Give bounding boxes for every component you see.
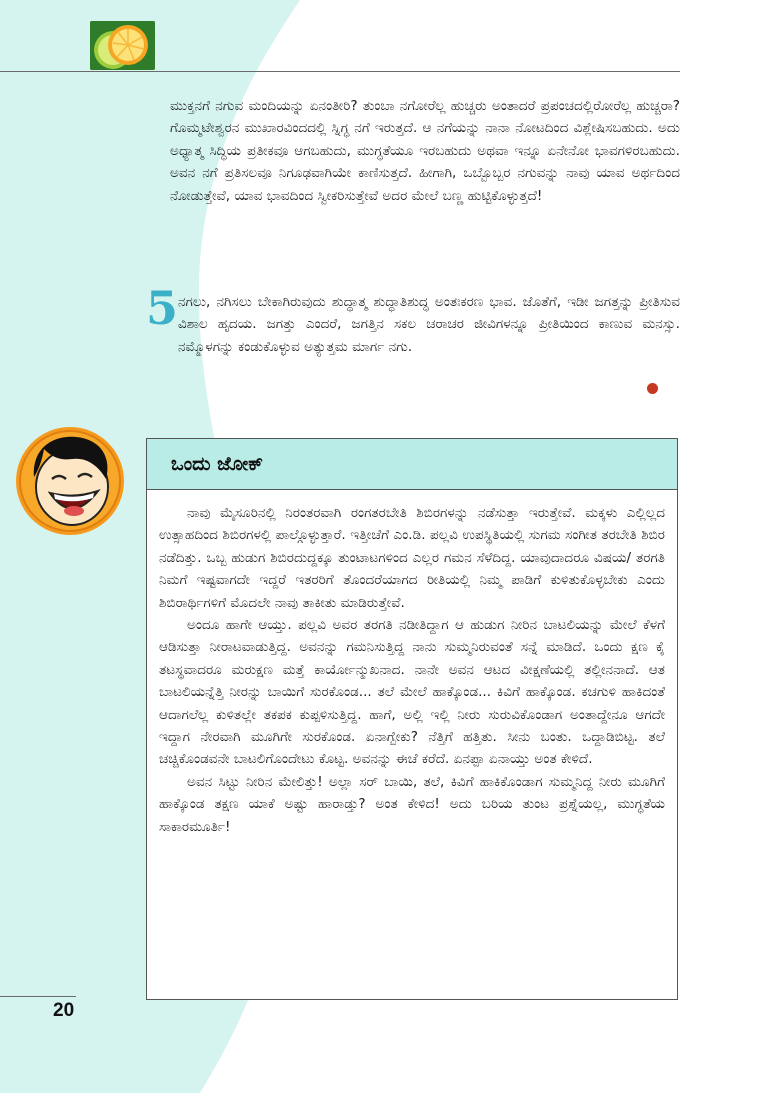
red-dot-icon	[647, 383, 658, 394]
page-number: 20	[53, 1000, 75, 1021]
joke-paragraph: ಅವನ ಸಿಟ್ಟು ನೀರಿನ ಮೇಲಿತ್ತು! ಅಲ್ಲಾ ಸರ್ ಬಾಯಿ, ತಲೆ, ಕಿವಿಗೆ ಹಾಕಿಕೊಂಡಾಗ ಸುಮ್ಮನಿದ್ದ ನೀರು ಮೂಗಿಗೆ ಹಾಕ್ಕೊಂಡ ತಕ್ಷಣ ಯಾಕೆ ಅಷ್ಟು ಹಾರಾಡ್ತು? ಅಂತ ಕೇಳಿದ! ಅದು ಬರಿಯ ತುಂಟ ಪ್ರಶ್ನೆಯಲ್ಲ, ಮುಗ್ಧತೆಯ ಸಾಕಾರಮೂರ್ತಿ!	[159, 773, 665, 835]
point-number: 5	[146, 281, 179, 335]
point-paragraph: ನಗಲು, ನಗಿಸಲು ಬೇಕಾಗಿರುವುದು ಶುದ್ಧಾತ್ಮ ಶುದ್ಧಾತಿಶುದ್ಧ ಅಂತಃಕರಣ ಭಾವ. ಜೊತೆಗೆ, ಇಡೀ ಜಗತ್ತನ್ನು ಪ್ರೀತಿಸುವ ವಿಶಾಲ ಹೃದಯ. ಜಗತ್ತು ಎಂದರೆ, ಜಗತ್ತಿನ ಸಕಲ ಚರಾಚರ ಜೀವಿಗಳನ್ನೂ ಪ್ರೀತಿಯಿಂದ ಕಾಣುವ ಮನಸ್ಸು. ನಮ್ಮೊಳಗನ್ನು ಕಂಡುಕೊಳ್ಳುವ ಅತ್ಯುತ್ತಮ ಮಾರ್ಗ ನಗು.	[178, 294, 680, 355]
intro-paragraph: ಮುಕ್ತನಗೆ ನಗುವ ಮಂದಿಯನ್ನು ಏನಂತೀರಿ? ತುಂಬಾ ನಗೋರೆಲ್ಲ ಹುಚ್ಚರು ಅಂತಾದರೆ ಪ್ರಪಂಚದಲ್ಲಿರೋರೆಲ್ಲ ಹುಚ್ಚರಾ? ಗೊಮ್ಮಟೇಶ್ವರನ ಮುಖಾರವಿಂದದಲ್ಲಿ ಸ್ನಿಗ್ಧ ನಗೆ ಇರುತ್ತದೆ. ಆ ನಗೆಯನ್ನು ನಾನಾ ನೋಟದಿಂದ ವಿಶ್ಲೇಷಿಸಬಹುದು. ಅದು ಅಧ್ಯಾತ್ಮ ಸಿದ್ಧಿಯ ಪ್ರತೀಕವೂ ಆಗಬಹುದು, ಮುಗ್ಧತೆಯೂ ಇರಬಹುದು ಅಥವಾ ಇನ್ನೂ ಏನೇನೋ ಭಾವಗಳಿರಬಹುದು. ಅವನ ನಗೆ ಪ್ರತಿಸಲವೂ ನಿಗೂಢವಾಗಿಯೇ ಕಾಣಿಸುತ್ತದೆ. ಹೀಗಾಗಿ, ಒಬ್ಬೊಬ್ಬರ ನಗುವನ್ನು ನಾವು ಯಾವ ಅರ್ಥದಿಂದ ನೋಡುತ್ತೇವೆ, ಯಾವ ಭಾವದಿಂದ ಸ್ವೀಕರಿಸುತ್ತೇವೆ ಅದರ ಮೇಲೆ ಬಣ್ಣ ಹುಟ್ಟಿಕೊಳ್ಳುತ್ತದೆ!	[170, 98, 680, 204]
laughing-face-icon	[14, 425, 126, 537]
footer-rule	[0, 996, 76, 997]
joke-paragraph: ನಾವು ಮೈಸೂರಿನಲ್ಲಿ ನಿರಂತರವಾಗಿ ರಂಗತರಬೇತಿ ಶಿಬಿರಗಳನ್ನು ನಡೆಸುತ್ತಾ ಇರುತ್ತೇವೆ. ಮಕ್ಕಳು ಎಲ್ಲಿಲ್ಲದ ಉತ್ಸಾಹದಿಂದ ಶಿಬಿರಗಳಲ್ಲಿ ಪಾಲ್ಗೊಳ್ಳುತ್ತಾರೆ. ಇತ್ತೀಚೆಗೆ ಎಂ.ಡಿ. ಪಲ್ಲವಿ ಉಪಸ್ಥಿತಿಯಲ್ಲಿ ಸುಗಮ ಸಂಗೀತ ತರಬೇತಿ ಶಿಬಿರ ನಡೆದಿತ್ತು. ಒಬ್ಬ ಹುಡುಗ ಶಿಬಿರದುದ್ದಕ್ಕೂ ತುಂಟಾಟಗಳಿಂದ ಎಲ್ಲರ ಗಮನ ಸೆಳೆದಿದ್ದ. ಯಾವುದಾದರೂ ವಿಷಯ/ ತರಗತಿ ನಿಮಗೆ ಇಷ್ಟವಾಗದೇ ಇದ್ದರೆ ಇತರರಿಗೆ ತೊಂದರೆಯಾಗದ ರೀತಿಯಲ್ಲಿ ನಿಮ್ಮ ಪಾಡಿಗೆ ಕುಳಿತುಕೊಳ್ಳಬೇಕು ಎಂದು ಶಿಬಿರಾರ್ಥಿಗಳಿಗೆ ಮೊದಲೇ ನಾವು ತಾಕೀತು ಮಾಡಿರುತ್ತೇವೆ.	[159, 505, 665, 611]
joke-box	[146, 438, 678, 1000]
joke-body	[147, 490, 677, 838]
joke-title: ಒಂದು ಜೋಕ್	[147, 439, 677, 490]
joke-paragraph: ಅಂದೂ ಹಾಗೇ ಆಯ್ತು. ಪಲ್ಲವಿ ಅವರ ತರಗತಿ ನಡೀತಿದ್ದಾಗ ಆ ಹುಡುಗ ನೀರಿನ ಬಾಟಲಿಯನ್ನು ಮೇಲೆ ಕೆಳಗೆ ಆಡಿಸುತ್ತಾ ನೀರಾಟವಾಡುತ್ತಿದ್ದ. ಅವನನ್ನು ಗಮನಿಸುತ್ತಿದ್ದ ನಾನು ಸುಮ್ಮನಿರುವಂತೆ ಸನ್ನೆ ಮಾಡಿದೆ. ಒಂದು ಕ್ಷಣ ಕೈ ತಟಸ್ಥವಾದರೂ ಮರುಕ್ಷಣ ಮತ್ತೆ ಕಾರ್ಯೋನ್ಮುಖನಾದ. ನಾನೇ ಅವನ ಆಟದ ವೀಕ್ಷಣೆಯಲ್ಲಿ ತಲ್ಲೀನನಾದೆ. ಆತ ಬಾಟಲಿಯನ್ನೆತ್ತಿ ನೀರನ್ನು ಬಾಯಿಗೆ ಸುರಕೊಂಡ... ತಲೆ ಮೇಲೆ ಹಾಕ್ಕೊಂಡ... ಕಿವಿಗೆ ಹಾಕ್ಕೊಂಡ. ಕಚಗುಳಿ ಹಾಕಿದಂತೆ ಆದಾಗಲೆಲ್ಲ ಕುಳಿತಲ್ಲೇ ತಕಪಕ ಕುಪ್ಪಳಿಸುತ್ತಿದ್ದ. ಹಾಗೆ, ಅಲ್ಲಿ ಇಲ್ಲಿ ನೀರು ಸುರುವಿಕೊಂಡಾಗ ಅಂತಾದ್ದೇನೂ ಆಗದೇ ಇದ್ದಾಗ ನೇರವಾಗಿ ಮೂಗಿಗೇ ಸುರಕೊಂಡ. ಏನಾಗ್ಬೇಕು? ನೆತ್ತಿಗೆ ಹತ್ತಿತು. ಸೀನು ಬಂತು. ಒದ್ದಾಡಿಬಿಟ್ಟ. ತಲೆ ಚಚ್ಚಿಕೊಂಡವನೇ ಬಾಟಲಿಗೊಂದೇಟು ಕೊಟ್ಟ. ಅವನನ್ನು ಈಚೆ ಕರೆದೆ. ಏನಪ್ಪಾ ಏನಾಯ್ತು ಅಂತ ಕೇಳಿದೆ.	[159, 617, 665, 768]
header-rule	[0, 71, 680, 72]
lemon-slice-icon	[90, 21, 155, 70]
